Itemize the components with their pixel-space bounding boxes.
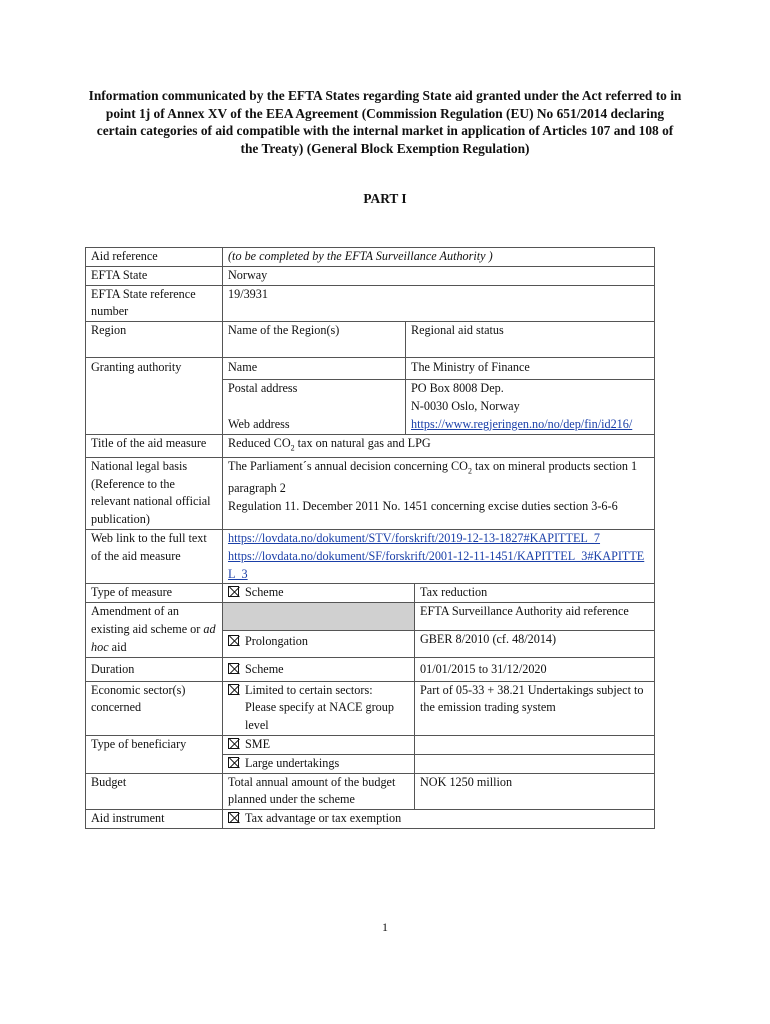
row-amendment-ref [86,603,655,630]
label-aid-reference: Aid reference [86,248,223,267]
label-beneficiary: Type of beneficiary [86,735,223,773]
lovdata-link-2[interactable]: https://lovdata.no/dokument/SF/forskrift/2001-12-11-1451/KAPITTEL_3#KAPITTEL_3 [228,548,645,581]
region-name-header: Name of the Region(s) [223,322,406,358]
row-reference-number [86,285,655,322]
sme-checkbox[interactable] [228,738,239,749]
label-aid-instrument: Aid instrument [86,810,223,829]
label-region: Region [86,322,223,358]
duration-option-label: Scheme [245,661,284,676]
postal-address-line-1: PO Box 8008 Dep. [411,381,504,396]
postal-address-line-2: N-0030 Oslo, Norway [411,398,520,413]
prolongation-option-label: Prolongation [245,633,308,648]
value-title: Reduced $CO_2$ tax on natural gas and LPG [223,434,655,457]
label-amendment: Amendment of an existing aid scheme or ad hoc aid [91,604,216,654]
label-budget: Budget [86,773,223,810]
row-beneficiary-sme [86,735,655,754]
ministry-web-link[interactable]: https://www.regjeringen.no/no/dep/fin/id216/ [411,416,633,431]
scheme-checkbox[interactable] [228,586,239,597]
part-heading: PART I [363,191,407,206]
sector-checkbox[interactable] [228,684,239,695]
row-economic-sector [86,681,655,735]
label-title: Title of the aid measure [86,434,223,457]
legal-basis-line-1: The Parliament´s annual decision concerning $CO_2$ tax on mineral products section 1 paragraph 2 [228,458,638,496]
value-amendment: GBER 8/2010 (cf. 48/2014) [415,630,655,657]
value-efta-state: Norway [223,266,655,285]
value-type-of-measure: Tax reduction [415,584,655,603]
web-address-label: Web address [228,416,290,431]
large-undertakings-option-label: Large undertakings [245,755,340,770]
row-efta-state [86,266,655,285]
amendment-gray-cell [223,603,415,630]
aid-information-table [85,247,655,829]
tax-advantage-option-label: Tax advantage or tax exemption [245,811,402,826]
value-reference-number: 19/3931 [223,285,655,322]
large-undertakings-checkbox[interactable] [228,757,239,768]
label-type-of-measure: Type of measure [86,584,223,603]
legal-basis-line-2: Regulation 11. December 2011 No. 1451 concerning excise duties section 3-6-6 [228,498,618,513]
sector-option-sub: Please specify at NACE group level [245,700,394,733]
page-number: 1 [382,920,388,934]
regional-aid-status-header: Regional aid status [406,322,655,358]
row-title [86,434,655,457]
amendment-reference-label: EFTA Surveillance Authority aid reference [415,603,655,630]
value-legal-basis [223,457,655,529]
lovdata-link-1[interactable]: https://lovdata.no/dokument/STV/forskrift/2019-12-13-1827#KAPITTEL_7 [228,531,601,545]
value-economic-sector: Part of 05-33 + 38.21 Undertakings subject to the emission trading system [415,681,655,735]
label-reference-number: EFTA State reference number [86,285,223,322]
postal-address-label: Postal address [228,381,298,396]
duration-scheme-checkbox[interactable] [228,663,239,674]
value-duration: 01/01/2015 to 31/12/2020 [415,657,655,681]
row-granting-name [86,358,655,380]
sme-option-label: SME [245,736,271,751]
granting-name-value: The Ministry of Finance [406,358,655,380]
prolongation-checkbox[interactable] [228,635,239,646]
label-web-link: Web link to the full text of the aid measure [86,530,223,584]
document-title: Information communicated by the EFTA States regarding State aid granted under the Act referred to in point 1j of Annex XV of the EEA Agreement (Commission Regulation (EU) No 651/2014 declaring certain categories of aid compatible with the internal market in application of Articles 107 and 108 of the Treaty) (General Block Exemption Regulation) [88,88,682,156]
row-aid-reference [86,248,655,267]
sector-option-label: Limited to certain sectors: [245,682,373,697]
value-aid-reference: (to be completed by the EFTA Surveillance Authority ) [228,249,493,263]
row-web-link [86,530,655,584]
label-granting-authority: Granting authority [86,358,223,434]
row-type-of-measure [86,584,655,603]
row-duration [86,657,655,681]
row-aid-instrument [86,810,655,829]
row-region [86,322,655,358]
label-duration: Duration [86,657,223,681]
label-efta-state: EFTA State [86,266,223,285]
value-budget: NOK 1250 million [415,773,655,810]
row-legal-basis [86,457,655,529]
label-economic-sector: Economic sector(s) concerned [86,681,223,735]
budget-option-label: Total annual amount of the budget planned under the scheme [223,773,415,810]
tax-advantage-checkbox[interactable] [228,812,239,823]
granting-name-label: Name [223,358,406,380]
row-budget [86,773,655,810]
scheme-option-label: Scheme [245,585,284,600]
label-legal-basis: National legal basis (Reference to the relevant national official publication) [86,457,223,529]
